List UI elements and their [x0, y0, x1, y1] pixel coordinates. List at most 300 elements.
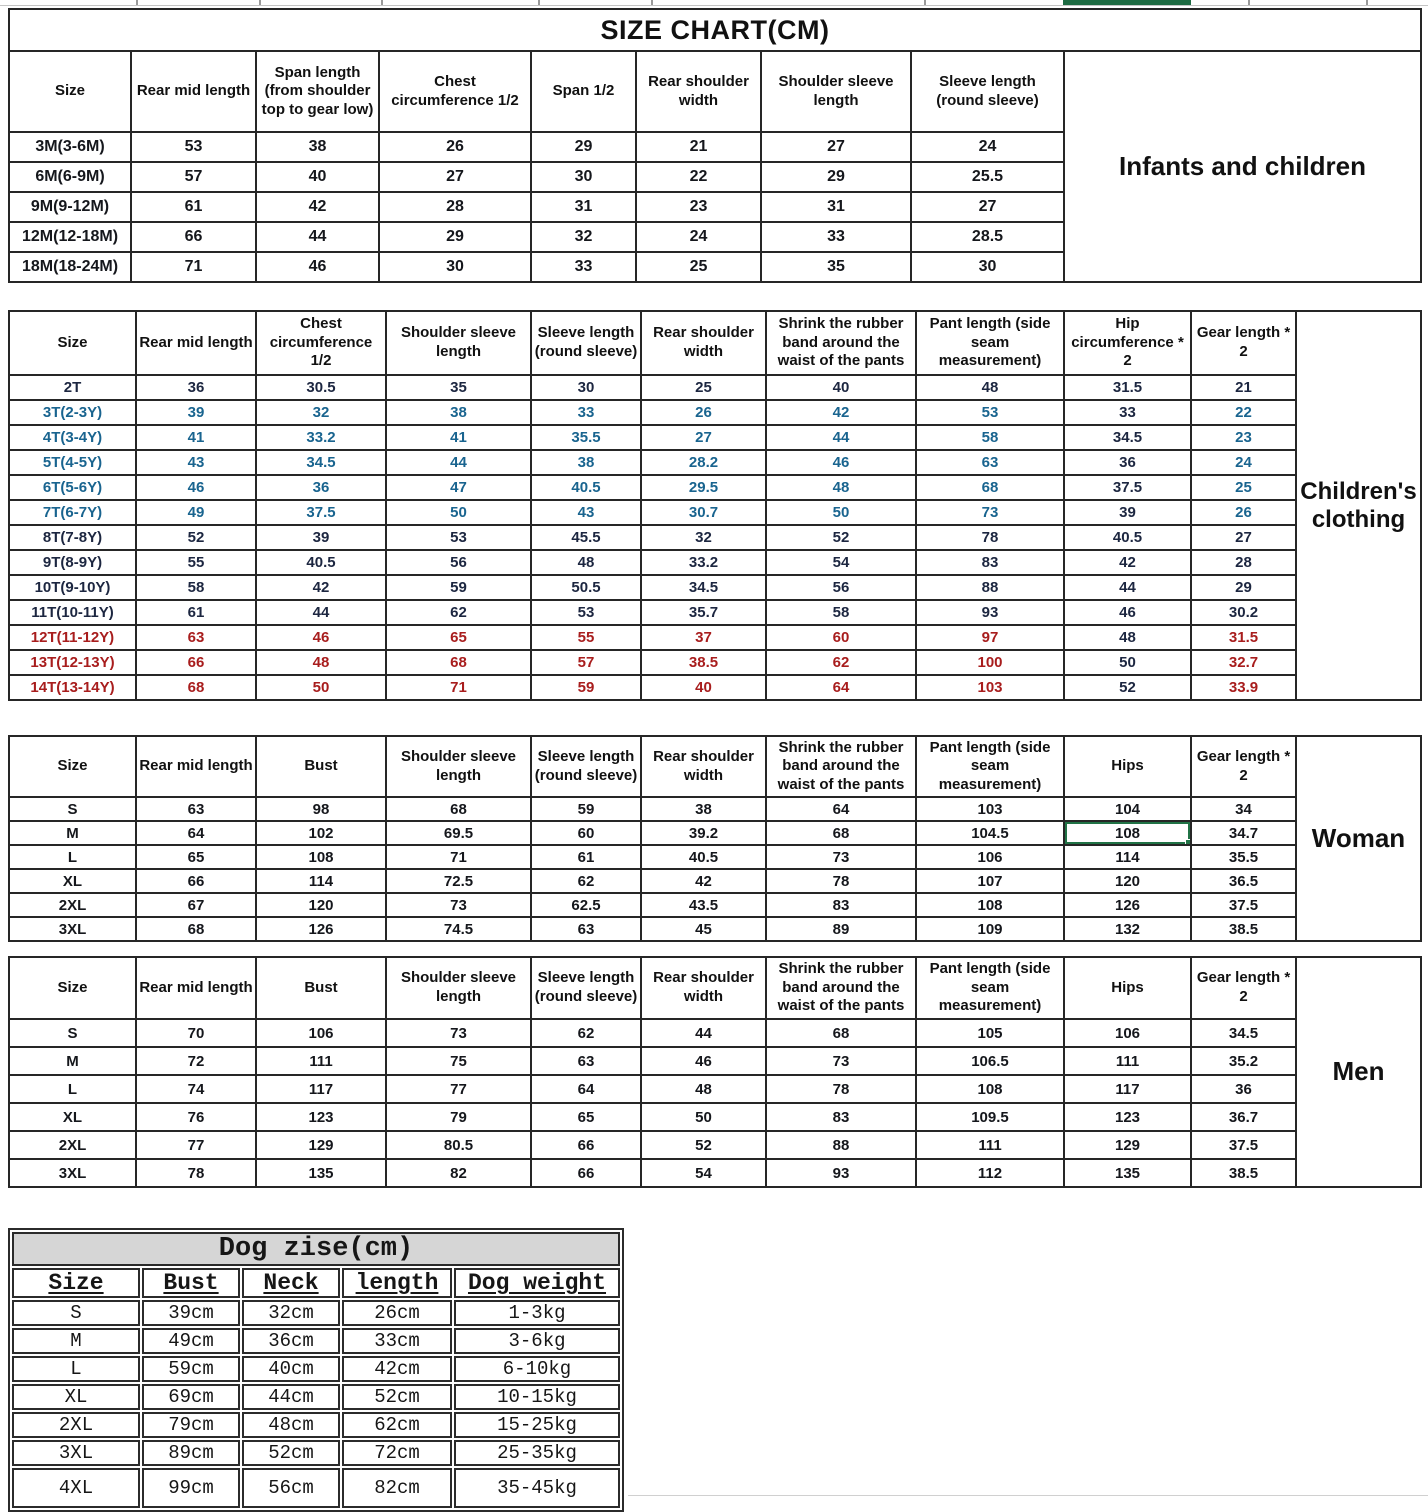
value-cell: 72cm — [342, 1440, 452, 1466]
value-cell: 34.5 — [1191, 1019, 1296, 1047]
column-header: Shoulder sleeve length — [761, 51, 911, 132]
header-row — [9, 311, 1421, 375]
value-cell: 64 — [766, 797, 916, 821]
value-cell: 108 — [916, 893, 1064, 917]
value-cell: 34.5 — [641, 575, 766, 600]
value-cell: 40 — [256, 162, 379, 192]
value-cell: 67 — [136, 893, 256, 917]
value-cell: 43 — [136, 450, 256, 475]
column-header: Rear shoulder width — [641, 311, 766, 375]
column-header: Size — [12, 1268, 140, 1298]
size-cell: 9T(8-9Y) — [9, 550, 136, 575]
value-cell: 39 — [136, 400, 256, 425]
value-cell: 23 — [1191, 425, 1296, 450]
value-cell: 49cm — [142, 1328, 240, 1354]
value-cell: 58 — [916, 425, 1064, 450]
value-cell: 63 — [531, 1047, 641, 1075]
value-cell: 63 — [136, 625, 256, 650]
value-cell: 73 — [766, 845, 916, 869]
table-row — [9, 675, 1421, 700]
size-cell: XL — [9, 1103, 136, 1131]
value-cell: 53 — [131, 132, 256, 162]
value-cell: 46 — [256, 252, 379, 282]
table-row — [9, 1047, 1421, 1075]
header-row — [9, 51, 1421, 132]
value-cell: 50 — [256, 675, 386, 700]
size-cell: 14T(13-14Y) — [9, 675, 136, 700]
value-cell: 26 — [1191, 500, 1296, 525]
column-header: Size — [9, 311, 136, 375]
value-cell: 33 — [761, 222, 911, 252]
value-cell: 25-35kg — [454, 1440, 620, 1466]
value-cell: 61 — [131, 192, 256, 222]
value-cell: 79 — [386, 1103, 531, 1131]
column-header: Pant length (side seam measurement) — [916, 736, 1064, 797]
column-header: Shoulder sleeve length — [386, 311, 531, 375]
table-row — [12, 1328, 620, 1354]
value-cell: 56 — [766, 575, 916, 600]
size-cell: 2XL — [9, 1131, 136, 1159]
column-header: Hip circumference * 2 — [1064, 311, 1191, 375]
value-cell: 48 — [531, 550, 641, 575]
value-cell: 27 — [1191, 525, 1296, 550]
size-cell: 13T(12-13Y) — [9, 650, 136, 675]
value-cell: 103 — [916, 797, 1064, 821]
value-cell: 35.2 — [1191, 1047, 1296, 1075]
value-cell: 68 — [766, 821, 916, 845]
value-cell: 102 — [256, 821, 386, 845]
value-cell: 65 — [386, 625, 531, 650]
value-cell: 35 — [761, 252, 911, 282]
table-row — [9, 1159, 1421, 1187]
value-cell: 26 — [641, 400, 766, 425]
value-cell: 54 — [641, 1159, 766, 1187]
table-row — [12, 1356, 620, 1382]
value-cell: 56cm — [242, 1468, 340, 1508]
table-row — [9, 821, 1421, 845]
value-cell: 50 — [641, 1103, 766, 1131]
column-header: Shoulder sleeve length — [386, 736, 531, 797]
value-cell: 34.7 — [1191, 821, 1296, 845]
infants-size-table — [8, 8, 1422, 283]
value-cell: 30 — [911, 252, 1064, 282]
value-cell: 63 — [916, 450, 1064, 475]
column-header: Rear mid length — [136, 736, 256, 797]
value-cell: 60 — [766, 625, 916, 650]
value-cell: 52 — [641, 1131, 766, 1159]
value-cell: 72 — [136, 1047, 256, 1075]
column-header: Dog weight — [454, 1268, 620, 1298]
table-row — [9, 525, 1421, 550]
value-cell: 40 — [641, 675, 766, 700]
value-cell: 25 — [636, 252, 761, 282]
value-cell: 21 — [1191, 375, 1296, 400]
value-cell: 105 — [916, 1019, 1064, 1047]
column-tick — [381, 0, 383, 5]
value-cell: 35.5 — [531, 425, 641, 450]
table-row — [9, 625, 1421, 650]
value-cell: 68 — [386, 650, 531, 675]
size-cell: 8T(7-8Y) — [9, 525, 136, 550]
value-cell: 44 — [766, 425, 916, 450]
value-cell: 30 — [379, 252, 531, 282]
column-header: Rear shoulder width — [641, 736, 766, 797]
value-cell: 28 — [1191, 550, 1296, 575]
value-cell: 59 — [531, 675, 641, 700]
value-cell: 106 — [256, 1019, 386, 1047]
value-cell: 35 — [386, 375, 531, 400]
table-row — [12, 1440, 620, 1466]
value-cell: 69cm — [142, 1384, 240, 1410]
size-cell: 10T(9-10Y) — [9, 575, 136, 600]
column-header: Chest circumference 1/2 — [379, 51, 531, 132]
category-label: Children's clothing — [1296, 311, 1421, 700]
value-cell: 73 — [916, 500, 1064, 525]
value-cell: 62 — [766, 650, 916, 675]
value-cell: 28.5 — [911, 222, 1064, 252]
value-cell: 68 — [136, 675, 256, 700]
value-cell: 52 — [1064, 675, 1191, 700]
table-row — [12, 1468, 620, 1508]
value-cell: 3-6kg — [454, 1328, 620, 1354]
value-cell: 132 — [1064, 917, 1191, 941]
value-cell: 46 — [1064, 600, 1191, 625]
size-cell: S — [12, 1300, 140, 1326]
value-cell: 36.7 — [1191, 1103, 1296, 1131]
table-row — [9, 425, 1421, 450]
category-label: Men — [1296, 957, 1421, 1187]
column-header: Sleeve length (round sleeve) — [531, 736, 641, 797]
column-tick — [924, 0, 926, 5]
value-cell: 30 — [531, 375, 641, 400]
value-cell: 38.5 — [641, 650, 766, 675]
table-row — [12, 1412, 620, 1438]
value-cell: 107 — [916, 869, 1064, 893]
value-cell: 31.5 — [1191, 625, 1296, 650]
column-header: Pant length (side seam measurement) — [916, 957, 1064, 1019]
column-header: Sleeve length (round sleeve) — [531, 957, 641, 1019]
table-row — [9, 400, 1421, 425]
size-cell: 3XL — [9, 917, 136, 941]
value-cell: 61 — [531, 845, 641, 869]
value-cell: 41 — [386, 425, 531, 450]
size-cell: 3M(3-6M) — [9, 132, 131, 162]
value-cell: 114 — [1064, 845, 1191, 869]
value-cell: 34 — [1191, 797, 1296, 821]
value-cell: 62 — [531, 869, 641, 893]
value-cell: 69.5 — [386, 821, 531, 845]
size-cell: 6T(5-6Y) — [9, 475, 136, 500]
men-size-table — [8, 956, 1422, 1188]
value-cell: 60 — [531, 821, 641, 845]
value-cell: 59 — [386, 575, 531, 600]
size-cell: 3XL — [12, 1440, 140, 1466]
value-cell: 27 — [379, 162, 531, 192]
value-cell: 22 — [1191, 400, 1296, 425]
value-cell: 74.5 — [386, 917, 531, 941]
value-cell: 29 — [379, 222, 531, 252]
value-cell: 64 — [531, 1075, 641, 1103]
value-cell: 78 — [136, 1159, 256, 1187]
column-tick — [538, 0, 540, 5]
size-cell: 4T(3-4Y) — [9, 425, 136, 450]
value-cell: 41 — [136, 425, 256, 450]
value-cell: 57 — [531, 650, 641, 675]
value-cell: 31.5 — [1064, 375, 1191, 400]
value-cell: 93 — [766, 1159, 916, 1187]
value-cell: 45.5 — [531, 525, 641, 550]
value-cell: 50 — [766, 500, 916, 525]
value-cell: 89 — [766, 917, 916, 941]
value-cell: 65 — [136, 845, 256, 869]
category-label: Infants and children — [1064, 51, 1421, 282]
value-cell: 44 — [256, 600, 386, 625]
value-cell: 106 — [916, 845, 1064, 869]
value-cell: 75 — [386, 1047, 531, 1075]
value-cell: 40.5 — [1064, 525, 1191, 550]
column-header: Bust — [142, 1268, 240, 1298]
value-cell: 83 — [916, 550, 1064, 575]
value-cell: 45 — [641, 917, 766, 941]
value-cell: 30 — [531, 162, 636, 192]
value-cell: 32 — [641, 525, 766, 550]
value-cell: 66 — [531, 1131, 641, 1159]
column-header: Rear shoulder width — [636, 51, 761, 132]
value-cell: 77 — [386, 1075, 531, 1103]
value-cell: 35.7 — [641, 600, 766, 625]
value-cell: 42cm — [342, 1356, 452, 1382]
column-tick — [136, 0, 138, 5]
value-cell: 59cm — [142, 1356, 240, 1382]
value-cell: 32.7 — [1191, 650, 1296, 675]
size-cell: 3T(2-3Y) — [9, 400, 136, 425]
value-cell: 56 — [386, 550, 531, 575]
value-cell: 49 — [136, 500, 256, 525]
value-cell: 109 — [916, 917, 1064, 941]
value-cell: 89cm — [142, 1440, 240, 1466]
value-cell: 36 — [256, 475, 386, 500]
value-cell: 38 — [256, 132, 379, 162]
column-header: Neck — [242, 1268, 340, 1298]
value-cell: 68 — [766, 1019, 916, 1047]
value-cell: 33 — [531, 252, 636, 282]
size-chart-title: SIZE CHART(CM) — [9, 9, 1421, 51]
value-cell: 28 — [379, 192, 531, 222]
value-cell: 61 — [136, 600, 256, 625]
value-cell: 50 — [1064, 650, 1191, 675]
size-cell: 9M(9-12M) — [9, 192, 131, 222]
value-cell: 37.5 — [1191, 893, 1296, 917]
column-header: Sleeve length (round sleeve) — [531, 311, 641, 375]
value-cell: 93 — [916, 600, 1064, 625]
value-cell: 42 — [256, 575, 386, 600]
value-cell: 29 — [531, 132, 636, 162]
header-row — [9, 736, 1421, 797]
table-row — [9, 869, 1421, 893]
value-cell: 37.5 — [1064, 475, 1191, 500]
value-cell: 63 — [136, 797, 256, 821]
excel-gridline-top — [0, 0, 1428, 6]
size-cell: L — [12, 1356, 140, 1382]
value-cell: 39 — [1064, 500, 1191, 525]
size-cell: 18M(18-24M) — [9, 252, 131, 282]
value-cell: 40.5 — [531, 475, 641, 500]
value-cell: 44 — [386, 450, 531, 475]
size-cell: 2XL — [9, 893, 136, 917]
value-cell: 35.5 — [1191, 845, 1296, 869]
value-cell: 33.2 — [641, 550, 766, 575]
value-cell: 46 — [136, 475, 256, 500]
value-cell: 24 — [636, 222, 761, 252]
size-cell: M — [9, 1047, 136, 1075]
value-cell: 29 — [1191, 575, 1296, 600]
value-cell: 36 — [1064, 450, 1191, 475]
value-cell: 100 — [916, 650, 1064, 675]
value-cell: 59 — [531, 797, 641, 821]
table-row — [9, 550, 1421, 575]
column-header: Chest circumference 1/2 — [256, 311, 386, 375]
value-cell: 62.5 — [531, 893, 641, 917]
value-cell: 34.5 — [256, 450, 386, 475]
value-cell: 42 — [1064, 550, 1191, 575]
value-cell: 55 — [136, 550, 256, 575]
value-cell: 42 — [641, 869, 766, 893]
value-cell: 106 — [1064, 1019, 1191, 1047]
value-cell: 36 — [136, 375, 256, 400]
table-row — [9, 1075, 1421, 1103]
value-cell: 31 — [531, 192, 636, 222]
value-cell: 123 — [1064, 1103, 1191, 1131]
value-cell: 48 — [641, 1075, 766, 1103]
value-cell: 126 — [1064, 893, 1191, 917]
value-cell: 31 — [761, 192, 911, 222]
column-tick — [259, 0, 261, 5]
value-cell: 80.5 — [386, 1131, 531, 1159]
value-cell: 25 — [1191, 475, 1296, 500]
value-cell: 38.5 — [1191, 1159, 1296, 1187]
value-cell: 62cm — [342, 1412, 452, 1438]
value-cell: 71 — [386, 675, 531, 700]
value-cell: 27 — [641, 425, 766, 450]
value-cell: 33 — [531, 400, 641, 425]
value-cell: 129 — [256, 1131, 386, 1159]
value-cell: 88 — [916, 575, 1064, 600]
value-cell: 58 — [766, 600, 916, 625]
value-cell: 126 — [256, 917, 386, 941]
value-cell: 22 — [636, 162, 761, 192]
size-cell: L — [9, 1075, 136, 1103]
dog-size-title: Dog zise(cm) — [12, 1232, 620, 1266]
value-cell: 108 — [256, 845, 386, 869]
value-cell: 37.5 — [1191, 1131, 1296, 1159]
value-cell: 29 — [761, 162, 911, 192]
value-cell: 88 — [766, 1131, 916, 1159]
value-cell: 63 — [531, 917, 641, 941]
value-cell: 40.5 — [256, 550, 386, 575]
value-cell: 109.5 — [916, 1103, 1064, 1131]
column-header: Rear shoulder width — [641, 957, 766, 1019]
size-cell: M — [12, 1328, 140, 1354]
value-cell: 53 — [531, 600, 641, 625]
value-cell: 58 — [136, 575, 256, 600]
value-cell: 32 — [256, 400, 386, 425]
table-row — [9, 797, 1421, 821]
value-cell: 64 — [766, 675, 916, 700]
size-cell: 12M(12-18M) — [9, 222, 131, 252]
value-cell: 98 — [256, 797, 386, 821]
size-cell: 3XL — [9, 1159, 136, 1187]
value-cell: 48 — [1064, 625, 1191, 650]
value-cell: 53 — [916, 400, 1064, 425]
value-cell: 111 — [256, 1047, 386, 1075]
value-cell: 27 — [761, 132, 911, 162]
value-cell: 37 — [641, 625, 766, 650]
column-header: Shrink the rubber band around the waist of the pants — [766, 957, 916, 1019]
value-cell: 73 — [386, 893, 531, 917]
value-cell: 32 — [531, 222, 636, 252]
value-cell: 46 — [641, 1047, 766, 1075]
value-cell: 33cm — [342, 1328, 452, 1354]
value-cell: 78 — [766, 1075, 916, 1103]
table-row — [9, 650, 1421, 675]
value-cell: 57 — [131, 162, 256, 192]
value-cell: 50 — [386, 500, 531, 525]
table-row — [9, 575, 1421, 600]
column-tick — [651, 0, 653, 5]
column-header: Gear length * 2 — [1191, 736, 1296, 797]
value-cell: 52cm — [242, 1440, 340, 1466]
column-header: Shrink the rubber band around the waist of the pants — [766, 736, 916, 797]
value-cell: 103 — [916, 675, 1064, 700]
table-row — [9, 375, 1421, 400]
table-row — [12, 1384, 620, 1410]
value-cell: 37.5 — [256, 500, 386, 525]
value-cell: 117 — [1064, 1075, 1191, 1103]
value-cell: 135 — [1064, 1159, 1191, 1187]
value-cell: 68 — [386, 797, 531, 821]
value-cell: 97 — [916, 625, 1064, 650]
value-cell: 111 — [916, 1131, 1064, 1159]
value-cell: 66 — [531, 1159, 641, 1187]
column-header: Rear mid length — [136, 957, 256, 1019]
value-cell: 78 — [766, 869, 916, 893]
value-cell: 39cm — [142, 1300, 240, 1326]
value-cell: 35-45kg — [454, 1468, 620, 1508]
value-cell: 44 — [641, 1019, 766, 1047]
value-cell: 111 — [1064, 1047, 1191, 1075]
value-cell: 50.5 — [531, 575, 641, 600]
value-cell: 120 — [1064, 869, 1191, 893]
value-cell: 62 — [531, 1019, 641, 1047]
value-cell: 129 — [1064, 1131, 1191, 1159]
value-cell: 79cm — [142, 1412, 240, 1438]
value-cell: 33.9 — [1191, 675, 1296, 700]
value-cell: 114 — [256, 869, 386, 893]
value-cell: 66 — [136, 650, 256, 675]
value-cell: 64 — [136, 821, 256, 845]
value-cell: 30.2 — [1191, 600, 1296, 625]
column-header: Bust — [256, 736, 386, 797]
column-header: Rear mid length — [131, 51, 256, 132]
value-cell: 52cm — [342, 1384, 452, 1410]
value-cell: 28.2 — [641, 450, 766, 475]
table-row — [9, 475, 1421, 500]
value-cell: 71 — [131, 252, 256, 282]
value-cell: 72.5 — [386, 869, 531, 893]
column-tick — [1366, 0, 1368, 5]
value-cell: 38 — [386, 400, 531, 425]
table-row — [9, 1019, 1421, 1047]
